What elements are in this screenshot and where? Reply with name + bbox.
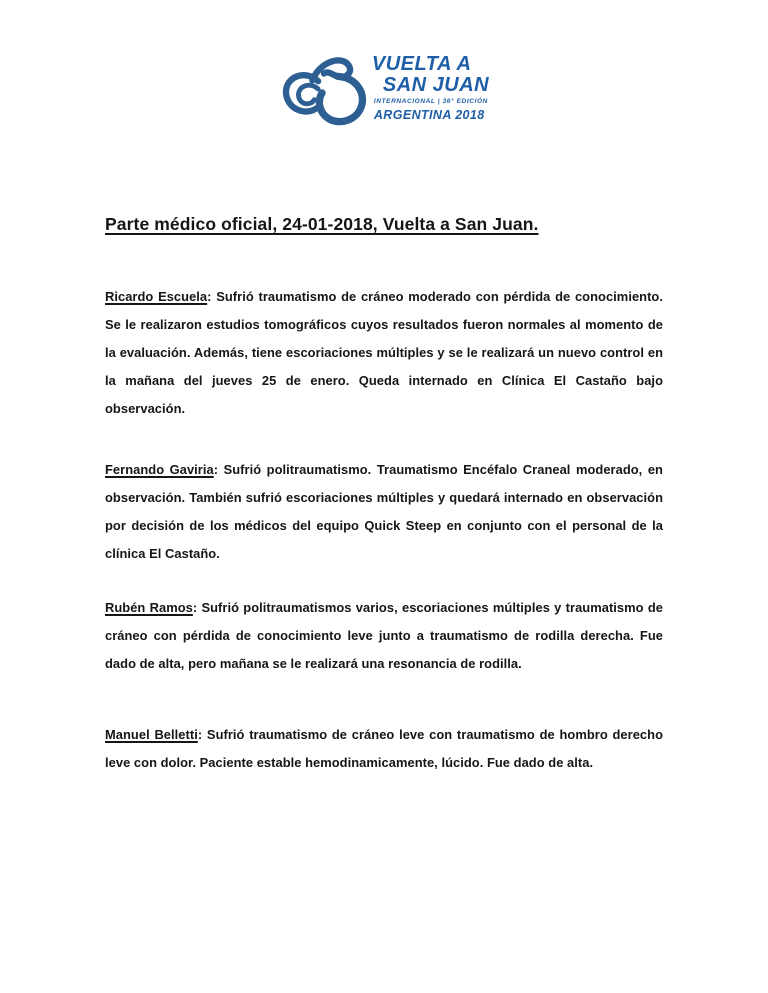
rider-name: Manuel Belletti: [105, 727, 198, 742]
rider-name: Rubén Ramos: [105, 600, 193, 615]
logo-title-line2: SAN JUAN: [382, 74, 490, 96]
report-paragraph-ruben-ramos: [105, 594, 663, 678]
report-paragraph-manuel-belletti: [105, 721, 663, 777]
report-text: : Sufrió politraumatismos varios, escoriaciones múltiples y traumatismo de cráneo con pérdida de conocimiento leve junto a traumatismo de rodilla derecha. Fue dado de alta, pero mañana se le realizará una resonancia de rodilla.: [105, 600, 664, 671]
logo-edition: ARGENTINA 2018: [373, 107, 485, 122]
rider-name: Fernando Gaviria: [105, 462, 214, 477]
document-title: Parte médico oficial, 24-01-2018, Vuelta a San Juan.: [105, 214, 539, 234]
cyclist-swoosh-icon: [279, 54, 367, 126]
report-text: : Sufrió traumatismo de cráneo moderado con pérdida de conocimiento. Se le realizaron estudios tomográficos cuyos resultados fueron normales al momento de la evaluación. Además, tiene escoriaciones múltiples y se le realizará un nuevo control en la mañana del jueves 25 de enero. Queda internado en Clínica El Castaño bajo observación.: [105, 289, 663, 416]
vuelta-san-juan-logo: [0, 54, 768, 126]
logo-subtitle: INTERNACIONAL | 36° EDICIÓN: [373, 98, 488, 105]
logo-wordmark: [372, 54, 489, 121]
report-paragraph-ricardo-escuela: [105, 283, 663, 423]
report-text: : Sufrió politraumatismo. Traumatismo Encéfalo Craneal moderado, en observación. También sufrió escoriaciones múltiples y quedará internado en observación por decisión de los médicos del equipo Quick Steep en conjunto con el personal de la clínica El Castaño.: [105, 462, 663, 561]
logo-title-line1: VUELTA A: [371, 53, 472, 75]
report-text: : Sufrió traumatismo de cráneo leve con traumatismo de hombro derecho leve con dolor. Paciente estable hemodinamicamente, lúcido. Fue dado de alta.: [105, 727, 663, 770]
rider-name: Ricardo Escuela: [105, 289, 208, 304]
report-paragraph-fernando-gaviria: [105, 456, 663, 568]
report-content: [105, 214, 663, 777]
